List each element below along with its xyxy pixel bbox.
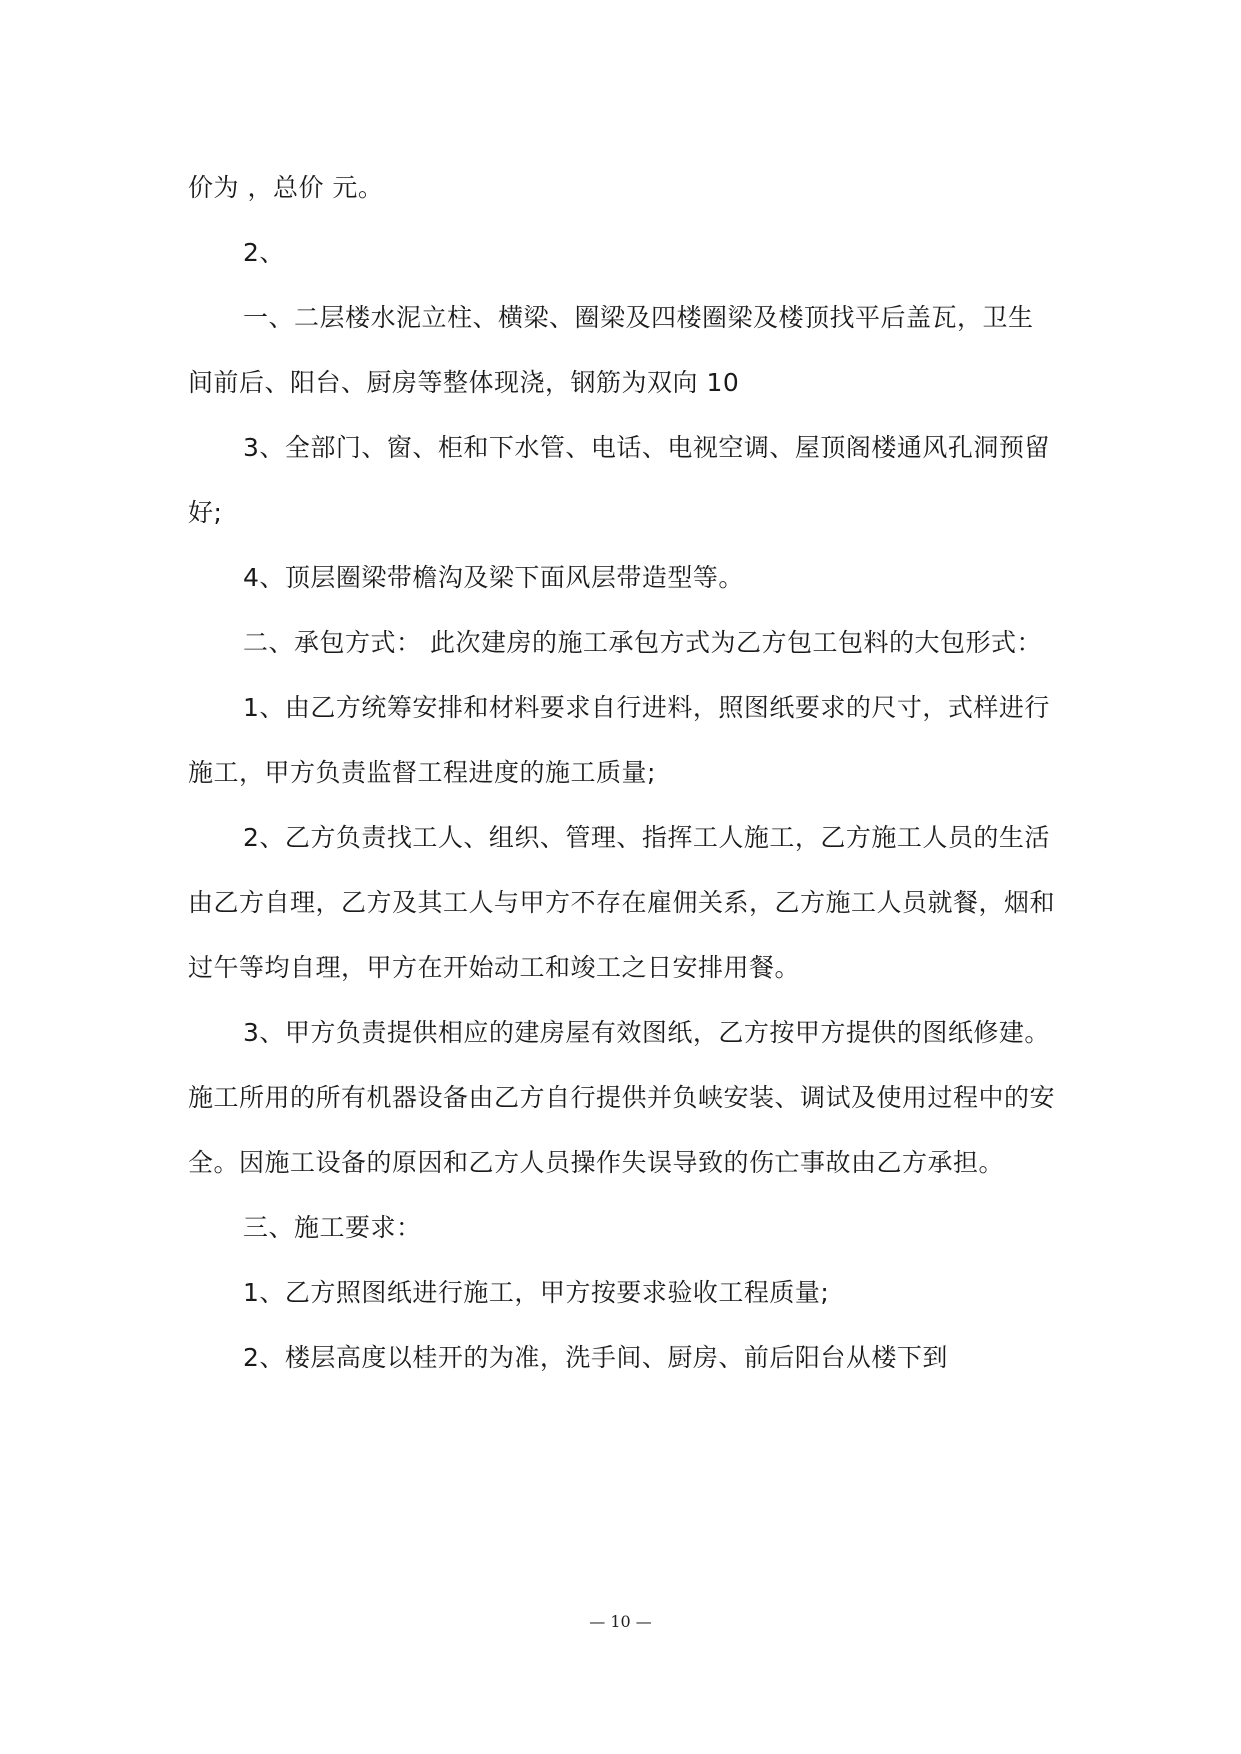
paragraph: 2、乙方负责找工人、组织、管理、指挥工人施工，乙方施工人员的生活由乙方自理，乙方及其工人与甲方不存在雇佣关系，乙方施工人员就餐，烟和过午等均自理，甲方在开始动工和竣工之日安排用餐。 [188, 823, 1056, 982]
paragraph: 价为 ，总价 元。 [188, 173, 384, 202]
paragraph: 二、承包方式： 此次建房的施工承包方式为乙方包工包料的大包形式： [243, 628, 1042, 657]
document-body [188, 155, 1058, 1390]
page-number: — 10 — [589, 1612, 652, 1631]
paragraph: 2、楼层高度以桂开的为准，洗手间、厨房、前后阳台从楼下到 [243, 1343, 948, 1372]
paragraph: 三、施工要求： [243, 1213, 422, 1242]
paragraph: 2、 [243, 238, 285, 267]
paragraph: 3、全部门、窗、柜和下水管、电话、电视空调、屋顶阁楼通风孔洞预留好; [188, 433, 1050, 527]
paragraph: 一、二层楼水泥立柱、横梁、圈梁及四楼圈梁及楼顶找平后盖瓦，卫生间前后、阳台、厨房等整体现浇，钢筋为双向 10 [188, 303, 1034, 397]
paragraph: 3、甲方负责提供相应的建房屋有效图纸，乙方按甲方提供的图纸修建。施工所用的所有机器设备由乙方自行提供并负峡安装、调试及使用过程中的安全。因施工设备的原因和乙方人员操作失误导致的伤亡事故由乙方承担。 [188, 1018, 1056, 1177]
paragraph: 1、由乙方统筹安排和材料要求自行进料，照图纸要求的尺寸，式样进行施工，甲方负责监督工程进度的施工质量; [188, 693, 1050, 787]
paragraph: 4、顶层圈梁带檐沟及梁下面风层带造型等。 [243, 563, 744, 592]
paragraph: 1、乙方照图纸进行施工，甲方按要求验收工程质量; [243, 1278, 830, 1307]
